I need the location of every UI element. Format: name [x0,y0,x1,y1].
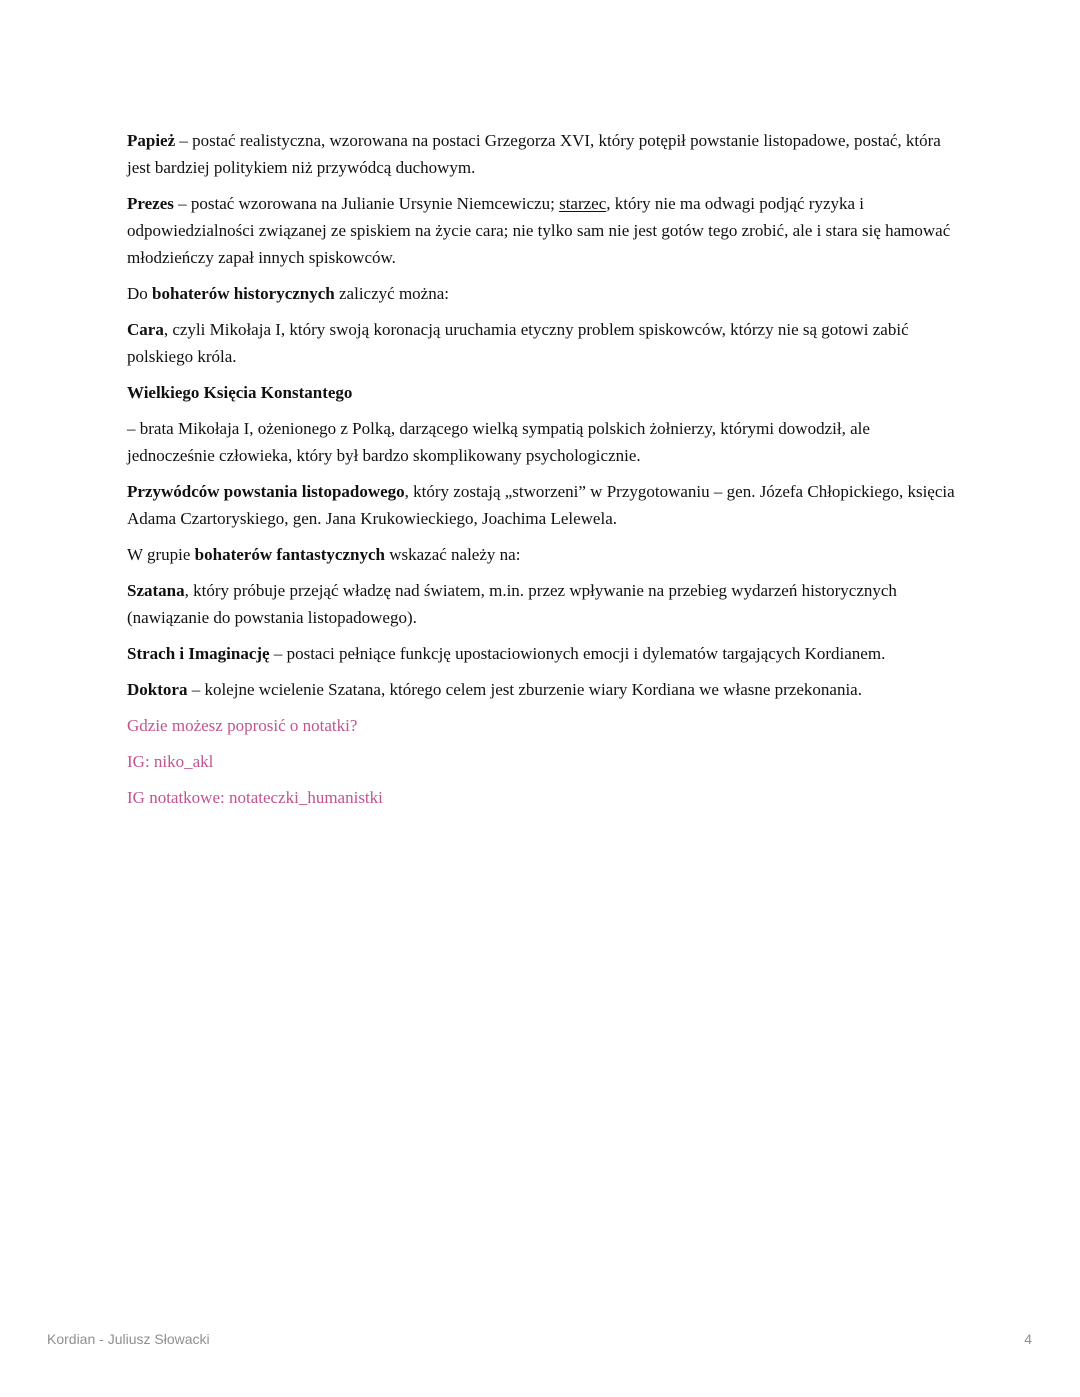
fantastic-intro-before: W grupie [127,545,195,564]
term-konstanty: Wielkiego Księcia Konstantego [127,383,353,402]
paragraph-strach-text: – postaci pełniące funkcję upostaciowionych emocji i dylematów targających Kordianem. [269,644,886,663]
paragraph-konstanty-heading [127,379,957,406]
paragraph-prezes [127,190,957,271]
footer-title: Kordian - Juliusz Słowacki [47,1331,210,1347]
paragraph-strach [127,640,957,667]
fantastic-intro-after: wskazać należy na: [384,545,521,564]
term-szatan: Szatana [127,581,185,600]
document-body [127,127,957,820]
contact-question: Gdzie możesz poprosić o notatki? [127,716,358,735]
paragraph-papiez-text: – postać realistyczna, wzorowana na postaci Grzegorza XVI, który potępił powstanie listopadowe, postać, która jest bardziej politykiem niż przywódcą duchowym. [127,131,941,177]
term-historical-heroes: bohaterów historycznych [152,284,335,303]
term-strach: Strach i Imaginację [127,644,270,663]
paragraph-leaders [127,478,957,532]
paragraph-leaders-text: , który zostają „stworzeni” w Przygotowaniu – gen. Józefa Chłopickiego, księcia Adama Czartoryskiego, gen. Jana Krukowieckiego, Joachima Lelewela. [127,482,955,528]
term-doktor: Doktora [127,680,188,699]
paragraph-doktor [127,676,957,703]
paragraph-konstanty-text: – brata Mikołaja I, ożenionego z Polką, darzącego wielką sympatią polskich żołnierzy, którymi dowodził, ale jednocześnie człowieka, który był bardzo skomplikowany psychologicznie. [127,419,870,465]
historical-intro-after: zaliczyć można: [334,284,449,303]
contact-ig-notes: IG notatkowe: notateczki_humanistki [127,788,383,807]
term-prezes: Prezes [127,194,174,213]
historical-intro-before: Do [127,284,153,303]
page-number: 4 [1024,1331,1032,1347]
paragraph-car [127,316,957,370]
paragraph-doktor-text: – kolejne wcielenie Szatana, którego celem jest zburzenie wiary Kordiana we własne przekonania. [187,680,862,699]
paragraph-szatan [127,577,957,631]
paragraph-papiez [127,127,957,181]
paragraph-szatan-text: , który próbuje przejąć władzę nad światem, m.in. przez wpływanie na przebieg wydarzeń historycznych (nawiązanie do powstania listopadowego). [127,581,897,627]
paragraph-historical-intro [127,280,957,307]
term-car: Cara [127,320,164,339]
paragraph-fantastic-intro [127,541,957,568]
paragraph-car-text: , czyli Mikołaja I, który swoją koronacją uruchamia etyczny problem spiskowców, którzy nie są gotowi zabić polskiego króla. [127,320,909,366]
term-fantastic-heroes: bohaterów fantastycznych [194,545,385,564]
contact-ig: IG: niko_akl [127,752,214,771]
term-leaders: Przywódców powstania listopadowego [127,482,405,501]
paragraph-prezes-text-before: – postać wzorowana na Julianie Ursynie Niemcewiczu; [173,194,560,213]
term-papiez: Papież [127,131,176,150]
paragraph-prezes-text-after: , który nie ma odwagi podjąć ryzyka i odpowiedzialności związanej ze spiskiem na życie cara; nie tylko sam nie jest gotów tego zrobić, ale i stara się hamować młodzieńczy zapał innych spiskowców. [127,194,951,267]
underlined-word-starzec: starzec [559,194,607,213]
